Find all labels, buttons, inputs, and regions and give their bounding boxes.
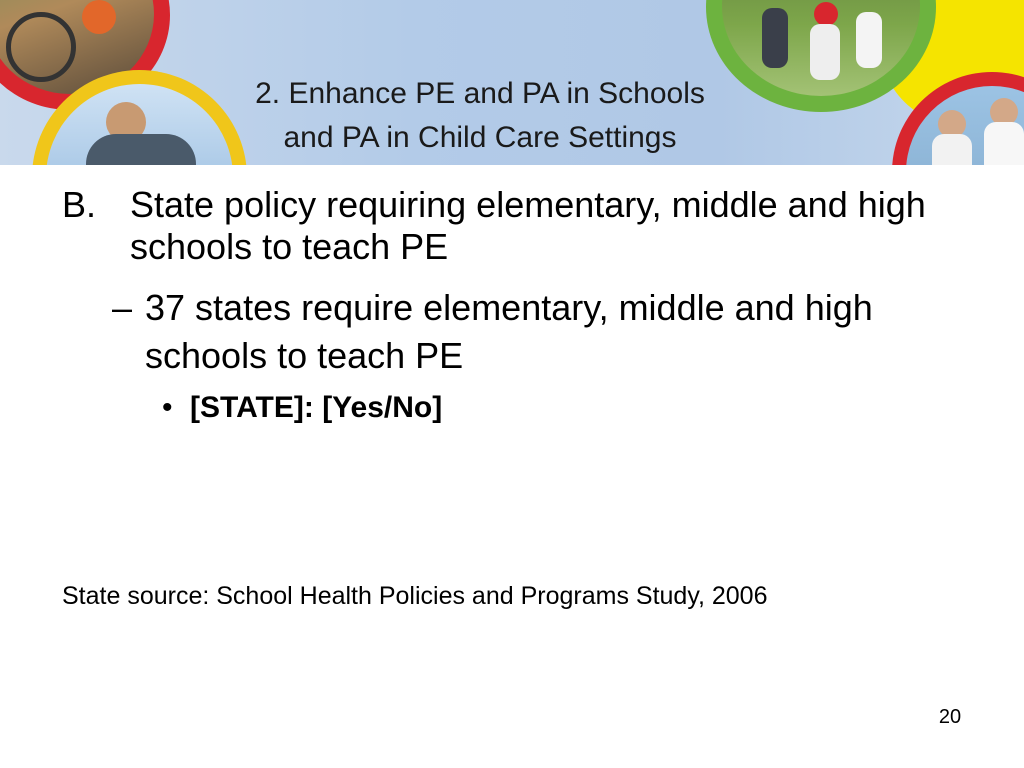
wheel-icon: [6, 12, 76, 82]
source-note: State source: School Health Policies and Programs Study, 2006: [62, 582, 768, 610]
item-marker: B.: [62, 184, 97, 225]
racer-body-icon: [86, 134, 196, 165]
runner-icon: [856, 12, 882, 68]
sub-item-text: 37 states require elementary, middle and high schools to teach PE: [145, 287, 873, 376]
walker-body-icon: [984, 122, 1024, 165]
bullet-marker: •: [162, 391, 173, 424]
helmet-icon: [814, 2, 838, 26]
slide-title: [200, 72, 760, 160]
title-line-2: and PA in Child Care Settings: [283, 121, 677, 154]
bullet-text: [STATE]: [Yes/No]: [190, 391, 443, 424]
runner-icon: [810, 24, 840, 80]
header-banner: [0, 0, 1024, 165]
title-line-1: 2. Enhance PE and PA in Schools: [255, 77, 705, 110]
page-number: 20: [938, 706, 962, 728]
basketball-icon: [82, 0, 116, 34]
item-text: State policy requiring elementary, middle and high schools to teach PE: [130, 184, 926, 267]
dash-marker: –: [112, 287, 133, 328]
runner-icon: [762, 8, 788, 68]
walker-body-icon: [932, 134, 972, 165]
